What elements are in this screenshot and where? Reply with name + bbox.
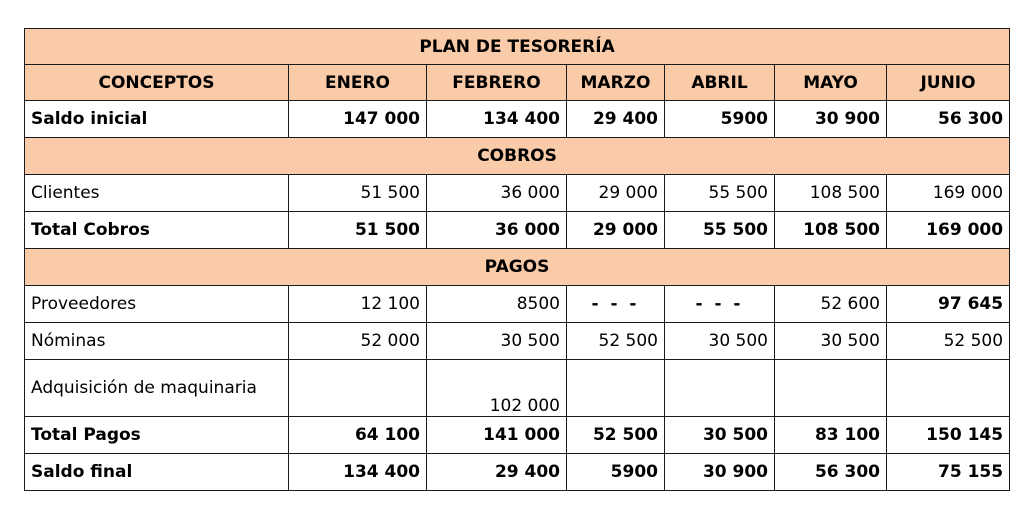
column-header-enero: ENERO (289, 65, 427, 101)
cell-value: 29 400 (567, 101, 665, 138)
cell-value: 30 900 (665, 454, 775, 491)
cell-value: 30 500 (665, 323, 775, 360)
column-header-marzo: MARZO (567, 65, 665, 101)
cell-value: 102 000 (427, 360, 567, 417)
cell-value-empty-dash: - - - (665, 286, 775, 323)
cell-value: 8500 (427, 286, 567, 323)
cell-value (887, 360, 1010, 417)
row-label: Clientes (25, 175, 289, 212)
cell-value: 52 500 (567, 323, 665, 360)
cell-value: 97 645 (887, 286, 1010, 323)
column-header-abril: ABRIL (665, 65, 775, 101)
cell-value: 51 500 (289, 175, 427, 212)
cell-value: 30 500 (665, 417, 775, 454)
cell-value: 134 400 (289, 454, 427, 491)
cell-value (289, 360, 427, 417)
table-row-saldo-final (25, 454, 1010, 491)
cell-value: 52 600 (775, 286, 887, 323)
cell-value (775, 360, 887, 417)
cell-value: 12 100 (289, 286, 427, 323)
cell-value: 5900 (567, 454, 665, 491)
cell-value: 56 300 (887, 101, 1010, 138)
cell-value: 169 000 (887, 212, 1010, 249)
section-heading-cobros: COBROS (25, 138, 1010, 175)
table-row-proveedores (25, 286, 1010, 323)
cell-value: 52 500 (567, 417, 665, 454)
table-row-clientes (25, 175, 1010, 212)
cell-value: 55 500 (665, 175, 775, 212)
row-label: Nóminas (25, 323, 289, 360)
cell-value: 141 000 (427, 417, 567, 454)
cell-value (665, 360, 775, 417)
table-row-total-pagos (25, 417, 1010, 454)
row-label: Saldo final (25, 454, 289, 491)
cell-value: 29 000 (567, 212, 665, 249)
cell-value: 52 500 (887, 323, 1010, 360)
cell-value: 30 900 (775, 101, 887, 138)
cell-value: 75 155 (887, 454, 1010, 491)
column-header-row (25, 65, 1010, 101)
table-row-total-cobros (25, 212, 1010, 249)
cell-value: 30 500 (775, 323, 887, 360)
cell-value: 52 000 (289, 323, 427, 360)
row-label: Saldo inicial (25, 101, 289, 138)
cell-value: 64 100 (289, 417, 427, 454)
column-header-conceptos: CONCEPTOS (25, 65, 289, 101)
cell-value: 150 145 (887, 417, 1010, 454)
column-header-febrero: FEBRERO (427, 65, 567, 101)
table-row-nominas (25, 323, 1010, 360)
column-header-mayo: MAYO (775, 65, 887, 101)
column-header-junio: JUNIO (887, 65, 1010, 101)
cell-value (567, 360, 665, 417)
section-row-pagos (25, 249, 1010, 286)
cell-value: 147 000 (289, 101, 427, 138)
cell-value: 56 300 (775, 454, 887, 491)
cell-value: 55 500 (665, 212, 775, 249)
table-row-saldo-inicial (25, 101, 1010, 138)
cell-value: 108 500 (775, 175, 887, 212)
section-row-cobros (25, 138, 1010, 175)
row-label: Proveedores (25, 286, 289, 323)
cell-value: 29 400 (427, 454, 567, 491)
table-title-row (25, 29, 1010, 65)
cell-value: 134 400 (427, 101, 567, 138)
cell-value: 30 500 (427, 323, 567, 360)
cell-value: 108 500 (775, 212, 887, 249)
cell-value: 83 100 (775, 417, 887, 454)
row-label: Total Pagos (25, 417, 289, 454)
cell-value: 51 500 (289, 212, 427, 249)
table-row-maquinaria (25, 360, 1010, 417)
table-title: PLAN DE TESORERÍA (25, 29, 1010, 65)
row-label: Adquisición de maquinaria (25, 360, 289, 417)
cell-value: 29 000 (567, 175, 665, 212)
cell-value: 36 000 (427, 175, 567, 212)
cell-value: 36 000 (427, 212, 567, 249)
treasury-plan-table (24, 28, 1010, 491)
cell-value-empty-dash: - - - (567, 286, 665, 323)
cell-value: 5900 (665, 101, 775, 138)
section-heading-pagos: PAGOS (25, 249, 1010, 286)
row-label: Total Cobros (25, 212, 289, 249)
cell-value: 169 000 (887, 175, 1010, 212)
